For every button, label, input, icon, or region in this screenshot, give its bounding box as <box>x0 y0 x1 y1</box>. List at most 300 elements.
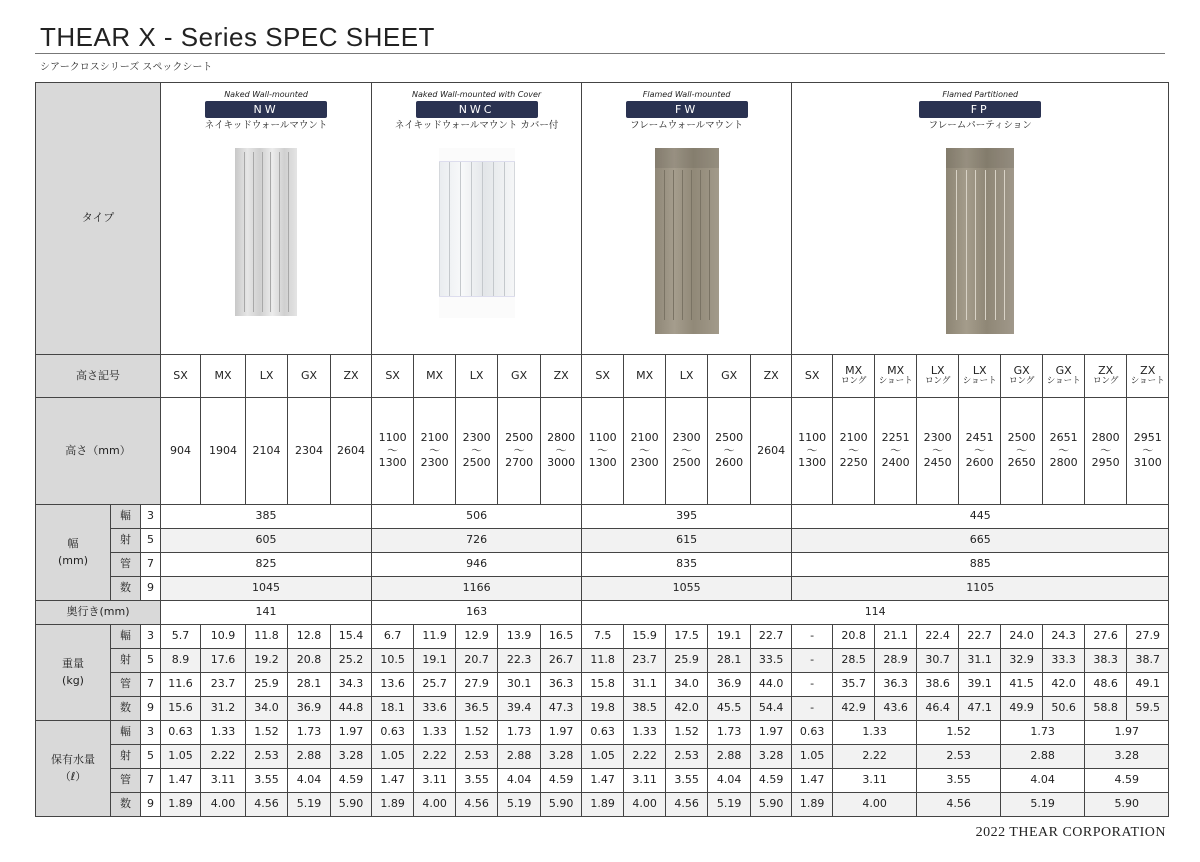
water-value-cell: 5.90 <box>751 793 792 817</box>
water-value-cell-fp: 4.00 <box>833 793 917 817</box>
height-code-cell: GX <box>708 355 751 398</box>
water-value-cell: 4.56 <box>666 793 708 817</box>
weight-value-cell: 19.2 <box>246 649 288 673</box>
width-label <box>36 505 111 601</box>
radiator-product-image <box>439 148 515 318</box>
height-range-part: 2300 <box>420 456 449 470</box>
height-range-part: ～ <box>387 443 399 457</box>
height-cell <box>959 398 1001 505</box>
weight-value-cell: 32.9 <box>1001 649 1043 673</box>
water-value-cell: 4.59 <box>751 769 792 793</box>
height-cell <box>1127 398 1169 505</box>
weight-value-cell: 33.5 <box>751 649 792 673</box>
water-volume-label <box>36 721 111 817</box>
water-value-cell-fp: 1.33 <box>833 721 917 745</box>
weight-value-cell: 10.5 <box>372 649 414 673</box>
height-range-part: ～ <box>1142 443 1154 457</box>
weight-value-cell: 59.5 <box>1127 697 1169 721</box>
weight-value-cell: 42.0 <box>666 697 708 721</box>
height-range-part: ～ <box>513 443 525 457</box>
height-code-cell <box>833 355 875 398</box>
depth-value-cell: 141 <box>161 601 372 625</box>
water-value-cell: 2.88 <box>708 745 751 769</box>
weight-value-cell: 42.9 <box>833 697 875 721</box>
width-value-cell: 946 <box>372 553 582 577</box>
weight-value-cell: 22.4 <box>917 625 959 649</box>
weight-value-cell: 49.1 <box>1127 673 1169 697</box>
height-range-part: 2500 <box>1007 431 1036 445</box>
height-cell <box>792 398 833 505</box>
fin-char: 射 <box>111 649 141 673</box>
type-name-en: Flamed Wall-mounted <box>642 90 731 99</box>
water-value-cell: 1.47 <box>372 769 414 793</box>
height-range-part: ～ <box>932 443 944 457</box>
water-value-cell: 1.73 <box>708 721 751 745</box>
height-range-part: 3100 <box>1133 456 1162 470</box>
weight-value-cell: 35.7 <box>833 673 875 697</box>
height-range-part: 2950 <box>1091 456 1120 470</box>
height-code-sub: ショート <box>1046 376 1081 387</box>
fin-char: 数 <box>111 577 141 601</box>
height-range-part: 2951 <box>1133 431 1162 445</box>
water-value-cell-fp: 1.52 <box>917 721 1001 745</box>
water-value-cell: 3.28 <box>751 745 792 769</box>
width-value-cell: 385 <box>161 505 372 529</box>
width-value-cell: 615 <box>582 529 792 553</box>
width-value-cell: 1166 <box>372 577 582 601</box>
water-value-cell: 4.04 <box>498 769 541 793</box>
height-code-cell: LX <box>456 355 498 398</box>
water-value-cell: 1.97 <box>751 721 792 745</box>
height-code-main: GX <box>1055 363 1072 377</box>
height-range-part: 1100 <box>798 431 827 445</box>
weight-value-cell: 34.0 <box>246 697 288 721</box>
type-name-en: Naked Wall-mounted with Cover <box>411 90 542 99</box>
height-cell <box>666 398 708 505</box>
weight-value-cell: 6.7 <box>372 625 414 649</box>
fin-char: 管 <box>111 673 141 697</box>
weight-value-cell: 28.9 <box>875 649 917 673</box>
radiator-product-image <box>946 148 1014 334</box>
weight-value-cell: 36.9 <box>708 673 751 697</box>
weight-value-cell: 38.5 <box>624 697 666 721</box>
fin-char: 数 <box>111 793 141 817</box>
weight-value-cell: 28.1 <box>708 649 751 673</box>
height-range-part: 2251 <box>881 431 910 445</box>
width-label-unit: (mm) <box>57 553 88 567</box>
water-value-cell: 2.53 <box>246 745 288 769</box>
height-range-part: 2100 <box>420 431 449 445</box>
water-value-cell: 3.28 <box>331 745 372 769</box>
depth-value-cell: 163 <box>372 601 582 625</box>
height-range-part: 2700 <box>505 456 534 470</box>
water-value-cell: 4.00 <box>624 793 666 817</box>
fin-char: 輻 <box>111 721 141 745</box>
height-cell <box>624 398 666 505</box>
height-code-sub: ショート <box>1130 376 1165 387</box>
type-name-en: Flamed Partitioned <box>942 90 1019 99</box>
height-range-part: ～ <box>806 443 818 457</box>
water-value-cell: 1.47 <box>161 769 201 793</box>
water-value-cell-fp: 5.90 <box>1085 793 1169 817</box>
weight-value-cell: 23.7 <box>624 649 666 673</box>
spec-table <box>35 82 1169 817</box>
fin-count-cell: 3 <box>141 721 161 745</box>
water-value-cell: 4.04 <box>288 769 331 793</box>
type-code-badge: FP <box>919 101 1041 118</box>
height-cell: 2304 <box>288 398 331 505</box>
water-value-cell: 5.19 <box>288 793 331 817</box>
width-value-cell: 665 <box>792 529 1169 553</box>
height-range-part: ～ <box>1058 443 1070 457</box>
height-code-sub: ショート <box>962 376 997 387</box>
height-cell <box>1043 398 1085 505</box>
height-code-cell: MX <box>624 355 666 398</box>
height-code-main: MX <box>887 363 905 377</box>
weight-value-cell: 12.8 <box>288 625 331 649</box>
fin-char: 輻 <box>111 625 141 649</box>
weight-value-cell: 34.0 <box>666 673 708 697</box>
water-value-cell: 4.00 <box>201 793 246 817</box>
height-code-main: GX <box>1013 363 1030 377</box>
height-code-cell <box>1085 355 1127 398</box>
water-value-cell: 2.88 <box>288 745 331 769</box>
water-value-cell: 3.11 <box>201 769 246 793</box>
water-value-cell: 2.88 <box>498 745 541 769</box>
fin-count-cell: 7 <box>141 769 161 793</box>
height-range-part: 2300 <box>672 431 701 445</box>
weight-value-cell: 41.5 <box>1001 673 1043 697</box>
height-code-cell <box>1043 355 1085 398</box>
weight-value-cell: 25.2 <box>331 649 372 673</box>
height-code-main: ZX <box>1140 363 1156 377</box>
height-code-cell: GX <box>288 355 331 398</box>
water-value-cell: 1.47 <box>792 769 833 793</box>
water-value-cell: 0.63 <box>582 721 624 745</box>
water-value-cell: 3.11 <box>624 769 666 793</box>
water-value-cell: 3.55 <box>666 769 708 793</box>
fin-char: 輻 <box>111 505 141 529</box>
weight-value-cell: 36.3 <box>875 673 917 697</box>
height-cell: 2104 <box>246 398 288 505</box>
weight-value-cell: 33.6 <box>414 697 456 721</box>
type-code-badge: NWC <box>416 101 538 118</box>
type-cell-nw <box>161 83 372 355</box>
type-code-badge: FW <box>626 101 748 118</box>
water-value-cell: 1.89 <box>792 793 833 817</box>
weight-value-cell: 15.4 <box>331 625 372 649</box>
height-code-cell: SX <box>372 355 414 398</box>
height-range-part: ～ <box>890 443 902 457</box>
height-code-main: LX <box>930 363 945 377</box>
water-value-cell: 2.22 <box>624 745 666 769</box>
height-range-part: 2800 <box>1091 431 1120 445</box>
height-range-part: 2500 <box>715 431 744 445</box>
width-value-cell: 835 <box>582 553 792 577</box>
weight-value-cell: - <box>792 697 833 721</box>
height-range-part: ～ <box>429 443 441 457</box>
footer-copyright: 2022 THEAR CORPORATION <box>975 825 1166 840</box>
title-divider <box>35 53 1165 54</box>
weight-value-cell: 15.9 <box>624 625 666 649</box>
weight-value-cell: 50.6 <box>1043 697 1085 721</box>
width-value-cell: 825 <box>161 553 372 577</box>
width-value-cell: 1045 <box>161 577 372 601</box>
weight-value-cell: 44.0 <box>751 673 792 697</box>
weight-value-cell: 27.9 <box>1127 625 1169 649</box>
height-label: 高さ（mm） <box>36 398 161 505</box>
height-range-part: 2100 <box>630 431 659 445</box>
water-value-cell: 1.05 <box>792 745 833 769</box>
weight-value-cell: 23.7 <box>201 673 246 697</box>
weight-value-cell: 39.4 <box>498 697 541 721</box>
fin-count-cell: 9 <box>141 793 161 817</box>
weight-value-cell: 20.7 <box>456 649 498 673</box>
type-name-jp: フレームパーティション <box>928 120 1032 132</box>
water-value-cell: 0.63 <box>792 721 833 745</box>
water-value-cell: 3.55 <box>246 769 288 793</box>
height-range-part: 2600 <box>715 456 744 470</box>
weight-value-cell: 30.1 <box>498 673 541 697</box>
height-cell: 2604 <box>751 398 792 505</box>
water-value-cell: 4.04 <box>708 769 751 793</box>
radiator-product-image <box>655 148 719 334</box>
fin-count-cell: 5 <box>141 529 161 553</box>
height-cell <box>541 398 582 505</box>
weight-value-cell: 11.8 <box>582 649 624 673</box>
height-range-part: ～ <box>555 443 567 457</box>
water-value-cell: 1.73 <box>288 721 331 745</box>
height-range-part: 2650 <box>1007 456 1036 470</box>
water-value-cell-fp: 4.59 <box>1085 769 1169 793</box>
height-range-part: ～ <box>848 443 860 457</box>
water-value-cell: 4.59 <box>541 769 582 793</box>
weight-label <box>36 625 111 721</box>
weight-value-cell: 34.3 <box>331 673 372 697</box>
water-value-cell: 0.63 <box>372 721 414 745</box>
weight-value-cell: 15.8 <box>582 673 624 697</box>
fin-count-cell: 7 <box>141 673 161 697</box>
water-value-cell-fp: 2.22 <box>833 745 917 769</box>
weight-value-cell: 49.9 <box>1001 697 1043 721</box>
weight-value-cell: 47.1 <box>959 697 1001 721</box>
water-value-cell: 5.19 <box>498 793 541 817</box>
weight-value-cell: 31.1 <box>624 673 666 697</box>
weight-value-cell: 20.8 <box>288 649 331 673</box>
type-name-jp: ネイキッドウォールマウント カバー付 <box>394 120 559 132</box>
water-value-cell: 4.56 <box>456 793 498 817</box>
height-range-part: 2400 <box>881 456 910 470</box>
weight-value-cell: 17.6 <box>201 649 246 673</box>
height-code-main: LX <box>972 363 987 377</box>
height-range-part: 2800 <box>1049 456 1078 470</box>
weight-value-cell: 8.9 <box>161 649 201 673</box>
height-code-cell <box>875 355 917 398</box>
weight-value-cell: 28.5 <box>833 649 875 673</box>
water-value-cell: 3.11 <box>414 769 456 793</box>
water-value-cell: 2.53 <box>666 745 708 769</box>
height-range-part: 2451 <box>965 431 994 445</box>
water-value-cell: 4.59 <box>331 769 372 793</box>
water-value-cell: 1.05 <box>582 745 624 769</box>
type-code-badge: NW <box>205 101 327 118</box>
height-code-main: ZX <box>1098 363 1114 377</box>
weight-value-cell: 47.3 <box>541 697 582 721</box>
height-cell <box>1001 398 1043 505</box>
water-value-cell: 1.33 <box>624 721 666 745</box>
weight-value-cell: 17.5 <box>666 625 708 649</box>
weight-value-cell: 15.6 <box>161 697 201 721</box>
width-value-cell: 726 <box>372 529 582 553</box>
water-value-cell-fp: 4.04 <box>1001 769 1085 793</box>
weight-value-cell: 58.8 <box>1085 697 1127 721</box>
height-code-cell <box>959 355 1001 398</box>
weight-value-cell: 22.3 <box>498 649 541 673</box>
fin-count-cell: 9 <box>141 577 161 601</box>
water-value-cell: 1.97 <box>331 721 372 745</box>
water-value-cell: 1.89 <box>161 793 201 817</box>
height-range-part: 2300 <box>462 431 491 445</box>
type-cell-fw <box>582 83 792 355</box>
height-range-part: 2500 <box>672 456 701 470</box>
height-cell <box>708 398 751 505</box>
weight-label-main: 重量 <box>62 656 84 670</box>
weight-value-cell: 31.2 <box>201 697 246 721</box>
height-range-part: 1100 <box>588 431 617 445</box>
height-cell <box>582 398 624 505</box>
weight-value-cell: 39.1 <box>959 673 1001 697</box>
width-value-cell: 605 <box>161 529 372 553</box>
weight-value-cell: 11.6 <box>161 673 201 697</box>
fin-count-cell: 7 <box>141 553 161 577</box>
weight-value-cell: 16.5 <box>541 625 582 649</box>
type-name-en: Naked Wall-mounted <box>224 90 308 99</box>
water-value-cell: 3.28 <box>541 745 582 769</box>
water-value-cell: 2.22 <box>201 745 246 769</box>
height-cell <box>833 398 875 505</box>
water-volume-label-unit: （ℓ） <box>59 769 87 783</box>
weight-value-cell: 46.4 <box>917 697 959 721</box>
height-range-part: ～ <box>974 443 986 457</box>
height-range-part: 2450 <box>923 456 952 470</box>
height-range-part: 2800 <box>547 431 576 445</box>
weight-value-cell: 21.1 <box>875 625 917 649</box>
type-cell-fp <box>792 83 1169 355</box>
weight-value-cell: 36.9 <box>288 697 331 721</box>
weight-value-cell: 19.1 <box>414 649 456 673</box>
height-cell <box>498 398 541 505</box>
water-value-cell-fp: 3.11 <box>833 769 917 793</box>
height-code-cell: SX <box>792 355 833 398</box>
height-cell: 2604 <box>331 398 372 505</box>
weight-value-cell: 54.4 <box>751 697 792 721</box>
weight-value-cell: - <box>792 625 833 649</box>
water-value-cell: 2.22 <box>414 745 456 769</box>
depth-value-cell: 114 <box>582 601 1169 625</box>
water-value-cell-fp: 4.56 <box>917 793 1001 817</box>
weight-value-cell: 13.9 <box>498 625 541 649</box>
weight-value-cell: 38.7 <box>1127 649 1169 673</box>
water-value-cell-fp: 5.19 <box>1001 793 1085 817</box>
height-range-part: ～ <box>1100 443 1112 457</box>
height-range-part: 2100 <box>839 431 868 445</box>
height-range-part: ～ <box>597 443 609 457</box>
water-value-cell: 3.55 <box>456 769 498 793</box>
height-code-sub: ロング <box>924 376 951 387</box>
weight-value-cell: 18.1 <box>372 697 414 721</box>
weight-label-unit: (kg) <box>62 673 84 687</box>
height-range-part: 1100 <box>378 431 407 445</box>
height-code-cell <box>1001 355 1043 398</box>
height-cell <box>456 398 498 505</box>
water-value-cell: 1.89 <box>372 793 414 817</box>
weight-value-cell: - <box>792 649 833 673</box>
height-range-part: 1300 <box>588 456 617 470</box>
weight-value-cell: 12.9 <box>456 625 498 649</box>
height-cell <box>875 398 917 505</box>
height-range-part: 1300 <box>378 456 407 470</box>
water-value-cell-fp: 1.73 <box>1001 721 1085 745</box>
weight-value-cell: - <box>792 673 833 697</box>
height-range-part: ～ <box>471 443 483 457</box>
water-value-cell: 1.47 <box>582 769 624 793</box>
water-value-cell-fp: 2.53 <box>917 745 1001 769</box>
weight-value-cell: 19.1 <box>708 625 751 649</box>
weight-value-cell: 10.9 <box>201 625 246 649</box>
weight-value-cell: 30.7 <box>917 649 959 673</box>
height-range-part: ～ <box>1016 443 1028 457</box>
fin-count-cell: 5 <box>141 745 161 769</box>
weight-value-cell: 45.5 <box>708 697 751 721</box>
height-cell <box>372 398 414 505</box>
weight-value-cell: 25.9 <box>666 649 708 673</box>
fin-count-cell: 9 <box>141 697 161 721</box>
weight-value-cell: 27.6 <box>1085 625 1127 649</box>
height-cell: 904 <box>161 398 201 505</box>
water-volume-label-main: 保有水量 <box>51 752 95 766</box>
weight-value-cell: 43.6 <box>875 697 917 721</box>
water-value-cell: 5.90 <box>331 793 372 817</box>
radiator-product-image <box>235 148 297 316</box>
fin-char: 管 <box>111 769 141 793</box>
water-value-cell-fp: 3.28 <box>1085 745 1169 769</box>
weight-value-cell: 28.1 <box>288 673 331 697</box>
weight-value-cell: 25.7 <box>414 673 456 697</box>
water-value-cell: 1.52 <box>666 721 708 745</box>
width-value-cell: 1105 <box>792 577 1169 601</box>
water-value-cell: 1.89 <box>582 793 624 817</box>
page-title: THEAR X - Series SPEC SHEET <box>40 22 435 52</box>
width-value-cell: 885 <box>792 553 1169 577</box>
weight-value-cell: 5.7 <box>161 625 201 649</box>
fin-count-cell: 3 <box>141 625 161 649</box>
water-value-cell: 1.33 <box>414 721 456 745</box>
water-value-cell: 4.56 <box>246 793 288 817</box>
weight-value-cell: 24.3 <box>1043 625 1085 649</box>
weight-value-cell: 44.8 <box>331 697 372 721</box>
height-code-cell: GX <box>498 355 541 398</box>
water-value-cell: 0.63 <box>161 721 201 745</box>
height-range-part: ～ <box>639 443 651 457</box>
height-code-cell: ZX <box>331 355 372 398</box>
width-value-cell: 395 <box>582 505 792 529</box>
water-value-cell: 1.05 <box>161 745 201 769</box>
weight-value-cell: 38.6 <box>917 673 959 697</box>
height-range-part: 1300 <box>798 456 827 470</box>
page-subtitle: シアークロスシリーズ スペックシート <box>40 62 213 73</box>
height-code-sub: ロング <box>1008 376 1035 387</box>
fin-count-cell: 5 <box>141 649 161 673</box>
